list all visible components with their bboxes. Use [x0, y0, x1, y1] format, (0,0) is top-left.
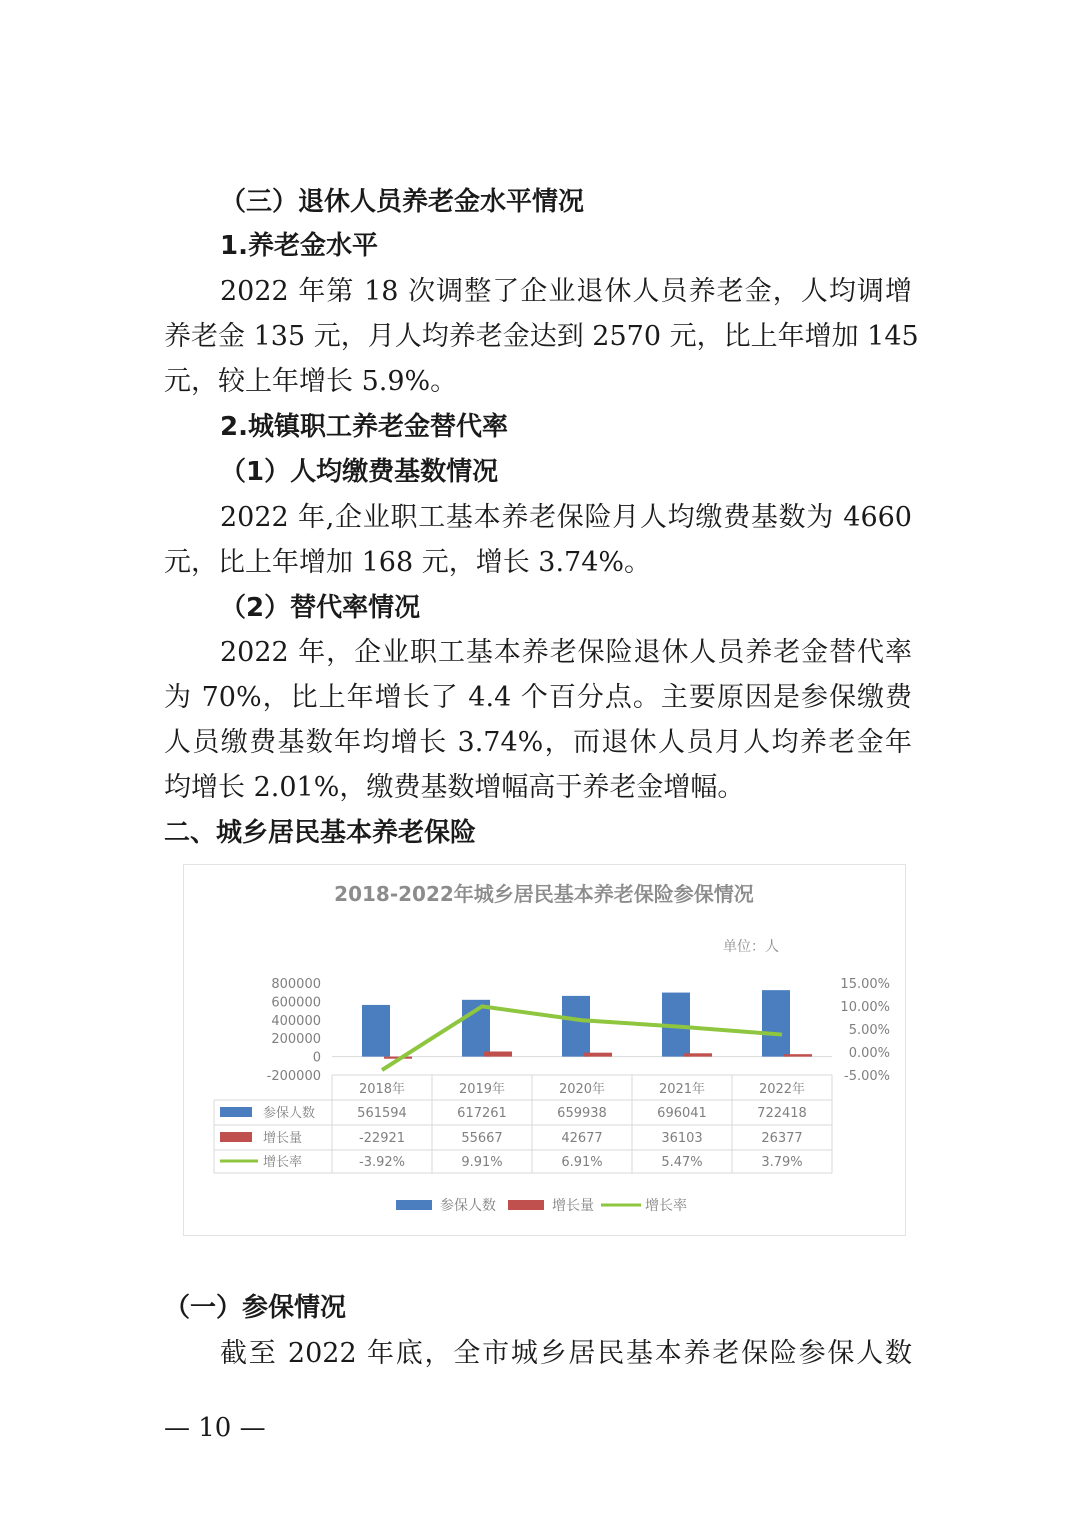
x-tick-label: 2019年 — [458, 1082, 506, 1097]
x-tick-label: 2021年 — [658, 1082, 706, 1097]
table-value-growth-rate: 9.91% — [461, 1155, 503, 1170]
table-value-growth-rate: 5.47% — [661, 1155, 703, 1170]
bar-growth-amount — [684, 1053, 712, 1056]
y-left-tick-label: 600000 — [271, 995, 321, 1011]
table-value-enrolled: 561594 — [357, 1106, 407, 1121]
paragraph-line: 元，比上年增加 168 元，增长 3.74%。 — [164, 547, 652, 578]
subheading-replacement-rate-status: （2）替代率情况 — [220, 593, 421, 623]
chart-title: 2018-2022年城乡居民基本养老保险参保情况 — [334, 882, 754, 906]
legend-key-swatch — [508, 1200, 544, 1210]
y-left-tick-label: 800000 — [271, 977, 321, 992]
legend-label: 增长量 — [552, 1198, 594, 1214]
y-axis-right — [840, 977, 890, 1084]
legend-label: 参保人数 — [440, 1198, 496, 1214]
section-one-heading: （一）参保情况 — [164, 1293, 347, 1323]
table-value-enrolled: 659938 — [557, 1106, 607, 1121]
bar-enrolled — [562, 996, 590, 1057]
bar-enrolled — [362, 1005, 390, 1057]
bar-growth-amount — [784, 1054, 812, 1056]
y-right-tick-label: 5.00% — [848, 1023, 890, 1038]
table-value-growth-rate: 6.91% — [561, 1155, 603, 1170]
x-tick-label: 2022年 — [758, 1082, 806, 1097]
paragraph-line: 均增长 2.01%，缴费基数增幅高于养老金增幅。 — [164, 772, 745, 803]
legend-label: 增长率 — [645, 1198, 687, 1214]
table-row-label: 增长量 — [263, 1131, 303, 1146]
table-value-growth-amount: 42677 — [561, 1131, 603, 1146]
chart-unit-label: 单位：人 — [723, 939, 779, 955]
paragraph-line: 为 70%，比上年增长了 4.4 个百分点。主要原因是参保缴费 — [164, 682, 912, 713]
legend-key-swatch — [396, 1200, 432, 1210]
chart-canvas — [184, 865, 905, 1235]
table-value-growth-amount: 26377 — [761, 1131, 803, 1146]
subheading-pension-level: 1.养老金水平 — [220, 231, 378, 261]
bar-enrolled — [762, 990, 790, 1056]
section-heading: （三）退休人员养老金水平情况 — [220, 187, 585, 217]
y-right-tick-label: 10.00% — [840, 1000, 890, 1015]
table-value-growth-amount: -22921 — [358, 1131, 406, 1146]
table-value-growth-amount: 36103 — [661, 1131, 703, 1146]
y-right-tick-label: 0.00% — [848, 1046, 890, 1061]
y-axis-left — [267, 977, 321, 1084]
x-tick-label: 2018年 — [358, 1082, 406, 1097]
paragraph-line: 养老金 135 元，月人均养老金达到 2570 元，比上年增加 145 — [164, 321, 919, 352]
x-tick-label: 2020年 — [558, 1082, 606, 1097]
paragraph-line: 2022 年，企业职工基本养老保险退休人员养老金替代率 — [220, 637, 912, 668]
bar-marks — [362, 990, 812, 1059]
table-value-enrolled: 696041 — [657, 1106, 707, 1121]
bar-growth-amount — [584, 1053, 612, 1057]
table-row-label: 参保人数 — [263, 1106, 316, 1121]
bar-growth-amount — [484, 1051, 512, 1056]
enrollment-chart — [183, 864, 906, 1236]
table-row-label: 增长率 — [263, 1155, 303, 1170]
section-two-heading: 二、城乡居民基本养老保险 — [164, 818, 477, 848]
subheading-contribution-base: （1）人均缴费基数情况 — [220, 457, 499, 487]
table-value-growth-amount: 55667 — [461, 1131, 503, 1146]
y-left-tick-label: 200000 — [271, 1032, 321, 1048]
y-left-tick-label: -200000 — [266, 1069, 321, 1084]
paragraph-line: 截至 2022 年底，全市城乡居民基本养老保险参保人数 — [220, 1338, 912, 1369]
subheading-replacement-rate: 2.城镇职工养老金替代率 — [220, 412, 508, 442]
y-left-tick-label: 0 — [312, 1050, 321, 1066]
y-right-tick-label: 15.00% — [840, 977, 890, 992]
legend-key-swatch — [220, 1107, 252, 1117]
table-value-growth-rate: -3.92% — [359, 1155, 405, 1170]
legend-key-swatch — [220, 1132, 252, 1142]
paragraph-line: 元，较上年增长 5.9%。 — [164, 366, 458, 397]
paragraph-line: 2022 年,企业职工基本养老保险月人均缴费基数为 4660 — [220, 502, 912, 533]
paragraph-line: 2022 年第 18 次调整了企业退休人员养老金，人均调增 — [220, 276, 912, 307]
page-number: — 10 — — [164, 1413, 266, 1443]
y-right-tick-label: -5.00% — [844, 1069, 890, 1084]
y-left-tick-label: 400000 — [271, 1013, 321, 1029]
chart-legend — [396, 1197, 687, 1214]
table-value-enrolled: 722418 — [757, 1106, 807, 1121]
table-value-enrolled: 617261 — [457, 1106, 507, 1121]
paragraph-line: 人员缴费基数年均增长 3.74%，而退休人员月人均养老金年 — [164, 727, 912, 758]
table-value-growth-rate: 3.79% — [761, 1155, 803, 1170]
